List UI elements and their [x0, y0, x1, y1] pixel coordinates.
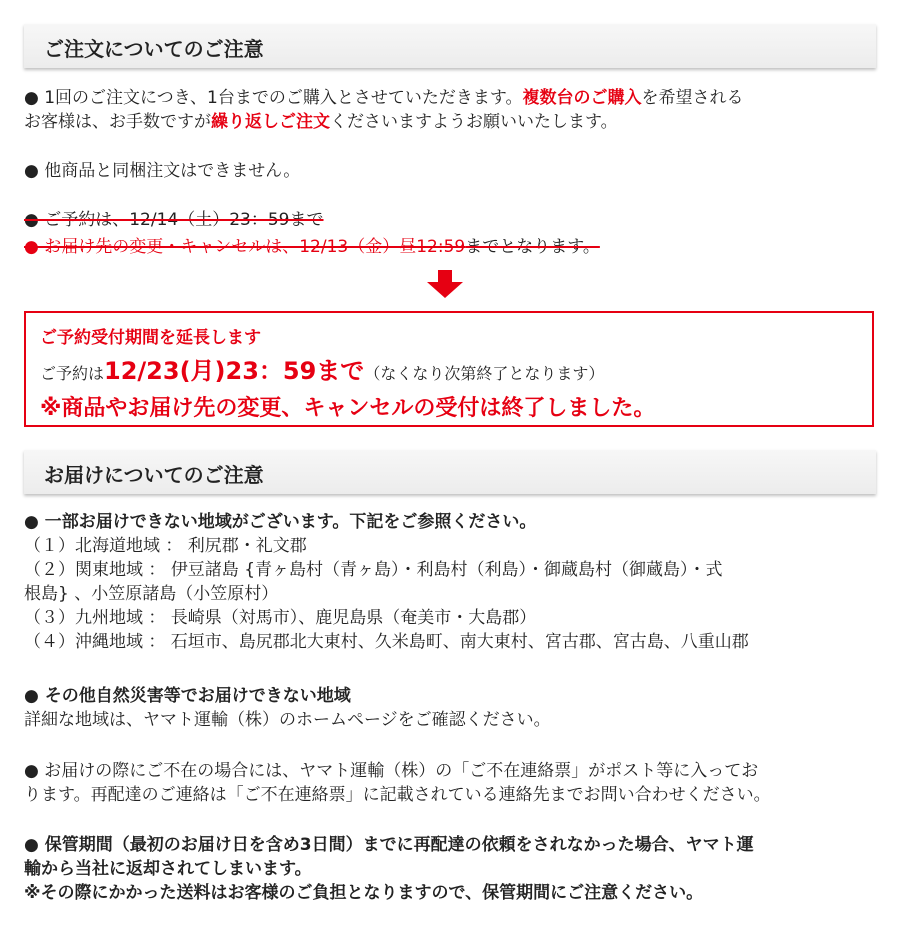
list-item: （２）関東地域 ： 伊豆諸島 {青ヶ島村（青ヶ島）・利島村（利島）・御蔵島村（御蔵島）・式: [24, 560, 723, 580]
text: ● 一部お届けできない地域がございます。下記をご参照ください。: [24, 512, 537, 532]
section-heading-order: [24, 24, 876, 68]
notice-title: ご予約受付期間を延長します: [40, 328, 261, 348]
text: 詳細な地域は、ヤマト運輸（株）のホームページをご確認ください。: [24, 710, 551, 730]
disaster-areas-paragraph: [24, 684, 869, 732]
section-heading-delivery: [24, 450, 876, 494]
text: ※その際にかかった送料はお客様のご負担となりますので、保管期間にご注意ください。: [24, 883, 704, 903]
text: ● 1回のご注文につき、1台までのご購入とさせていただきます。: [24, 88, 523, 108]
absence-paragraph: [24, 759, 869, 807]
text: （なくなり次第終了となります）: [364, 364, 605, 383]
no-bundle-paragraph: ● 他商品と同梱注文はできません。: [24, 161, 301, 181]
text: 輸から当社に返却されてしまいます。: [24, 859, 312, 879]
down-arrow-icon: [427, 270, 463, 298]
list-item: （４）沖縄地域 ： 石垣市、島尻郡北大東村、久米島町、南大東村、宮古郡、宮古島、八重山郡: [24, 632, 749, 652]
order-limit-paragraph: [24, 86, 869, 134]
text: ご予約は: [40, 364, 105, 383]
section-title: お届けについてのご注意: [44, 463, 264, 487]
list-item: 根島} 、小笠原諸島（小笠原村）: [24, 584, 279, 604]
emphasis-text: 複数台のご購入: [522, 88, 642, 108]
deadline-date: 12/23(月)23：59まで: [104, 357, 365, 385]
list-item: （３）九州地域 ： 長崎県（対馬市）、鹿児島県（奄美市・大島郡）: [24, 608, 537, 628]
section-title: ご注文についてのご注意: [44, 37, 264, 61]
text: までとなります。: [465, 237, 600, 257]
emphasis-text: 繰り返しご注文: [211, 112, 330, 132]
text: ● その他自然災害等でお届けできない地域: [24, 686, 351, 706]
text: ● お届け先の変更・キャンセルは、12/13（金）昼12:59: [24, 237, 466, 257]
text: を希望される: [641, 88, 744, 108]
text: ります。再配達のご連絡は「ご不在連絡票」に記載されている連絡先までお問い合わせください。: [24, 785, 771, 805]
text: くださいますようお願いいたします。: [330, 112, 618, 132]
notice-deadline: [40, 351, 604, 386]
undeliverable-areas-paragraph: [24, 510, 869, 654]
text: ● 保管期間（最初のお届け日を含め3日間）までに再配達の依頼をされなかった場合、ヤマト運: [24, 835, 754, 855]
text: ● お届けの際にご不在の場合には、ヤマト運輸（株）の「ご不在連絡票」がポスト等に入ってお: [24, 761, 759, 781]
extension-notice-box: [24, 311, 874, 427]
storage-period-paragraph: [24, 833, 869, 905]
notice-change-closed: ※商品やお届け先の変更、キャンセルの受付は終了しました。: [40, 396, 656, 421]
text: お客様は、お手数ですが: [24, 112, 211, 132]
struck-change-deadline: [24, 235, 600, 259]
struck-reservation-deadline: ● ご予約は、12/14（土）23：59まで: [24, 210, 324, 230]
list-item: （１）北海道地域 ： 利尻郡・礼文郡: [24, 536, 307, 556]
